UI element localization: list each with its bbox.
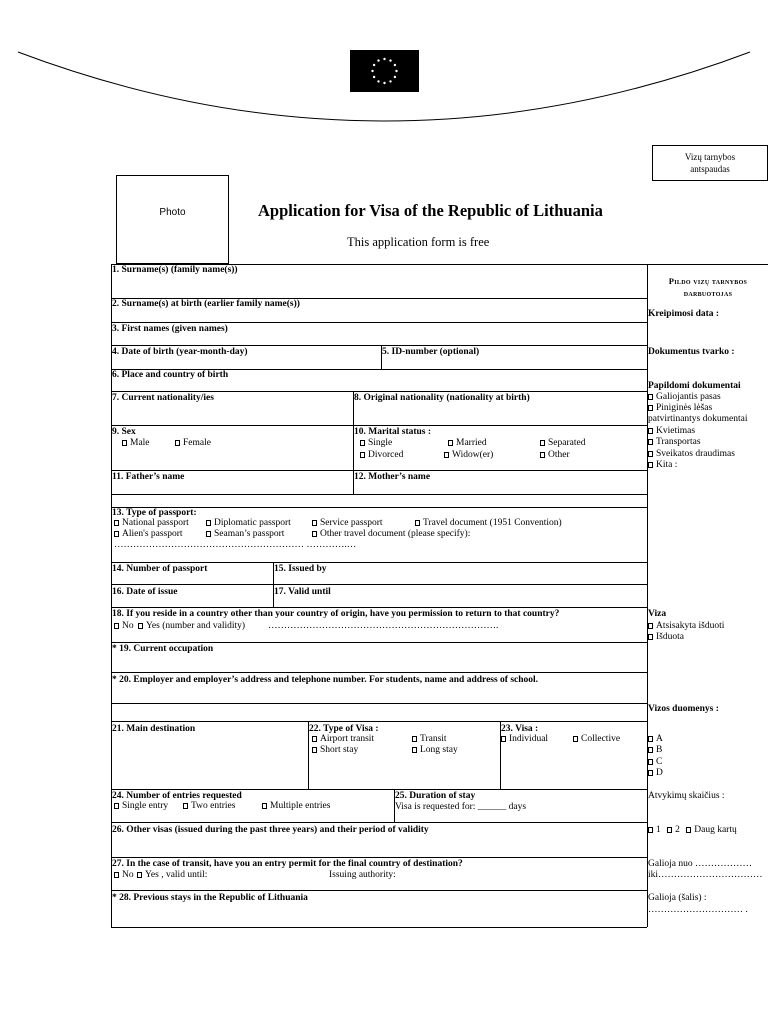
field-visa-label: 23. Visa : [501,724,539,734]
checkbox-icon[interactable] [312,747,317,753]
checkbox-icon[interactable] [540,440,545,446]
field-birthplace-label: 6. Place and country of birth [112,370,229,380]
field-original-nationality-label: 8. Original nationality (nationality at birth) [354,393,530,403]
entries-two-option[interactable]: Two entries [183,801,235,812]
passport-national-option[interactable]: National passport [114,518,189,529]
sidebar-doc-invitation[interactable]: Kvietimas [648,426,695,437]
visa-short-stay-option[interactable]: Short stay [312,745,358,756]
sidebar-dokumentus-tvarko: Dokumentus tvarko : [648,347,735,357]
checkbox-icon[interactable] [137,872,142,878]
checkbox-icon[interactable] [114,520,119,526]
sidebar-doc-funds[interactable]: Piniginės lėšas [648,403,712,414]
form-title: Application for Visa of the Republic of Lithuania [258,201,603,220]
field-transit-permit-label: 27. In the case of transit, have you an entry permit for the final country of destination? [112,859,463,869]
checkbox-icon[interactable] [648,827,653,833]
checkbox-icon[interactable] [360,452,365,458]
marital-other-option[interactable]: Other [540,450,570,461]
field-surname-birth-label: 2. Surname(s) at birth (earlier family name(s)) [112,299,300,309]
eu-stars-icon [350,50,419,92]
checkbox-icon[interactable] [415,520,420,526]
visa-long-stay-option[interactable]: Long stay [412,745,458,756]
checkbox-icon[interactable] [648,439,653,445]
checkbox-icon[interactable] [183,803,188,809]
checkbox-icon[interactable] [412,736,417,742]
sidebar-cat-b[interactable]: B [648,745,662,756]
checkbox-icon[interactable] [262,803,267,809]
stamp-box [652,145,768,181]
field-entries-label: 24. Number of entries requested [112,791,242,801]
entries-single-option[interactable]: Single entry [114,801,168,812]
checkbox-icon[interactable] [648,405,653,411]
passport-other-option[interactable]: Other travel document (please specify): [312,529,470,540]
marital-widow-option[interactable]: Widow(er) [444,450,493,461]
transit-issuing-authority-label: Issuing authority: [329,870,396,880]
checkbox-icon[interactable] [648,462,653,468]
checkbox-icon[interactable] [114,623,119,629]
sidebar-atvykimu: Atvykimų skaičius : [648,791,725,801]
stamp-box-label: Vizų tarnybos antspaudas [684,152,736,174]
sidebar-doc-insurance[interactable]: Sveikatos draudimas [648,449,735,460]
checkbox-icon[interactable] [648,623,653,629]
checkbox-icon[interactable] [412,747,417,753]
checkbox-icon[interactable] [667,827,672,833]
field-passport-number-label: 14. Number of passport [112,564,208,574]
checkbox-icon[interactable] [648,759,653,765]
field-residence-permit-label: 18. If you reside in a country other than your country of origin, have you permission to return to that country? [112,609,560,619]
field-marital-label: 10. Marital status : [354,427,432,437]
sidebar-title: Pildo vizų tarnybos darbuotojas [668,276,748,298]
residence-dots[interactable]: ………………………………………………………………. [268,621,499,631]
checkbox-icon[interactable] [360,440,365,446]
photo-box[interactable] [116,175,229,264]
passport-service-option[interactable]: Service passport [312,518,383,529]
sidebar-cat-c[interactable]: C [648,757,662,768]
transit-no-option[interactable]: No [114,870,134,881]
sidebar-kreipimosi-data: Kreipimosi data : [648,309,720,319]
checkbox-icon[interactable] [175,440,180,446]
checkbox-icon[interactable] [448,440,453,446]
field-father-name-label: 11. Father’s name [112,472,185,482]
visa-transit-option[interactable]: Transit [412,734,447,745]
sidebar-iki[interactable]: iki…………………………… [648,870,763,880]
field-other-visas-label: 26. Other visas (issued during the past three years) and their period of validity [112,825,429,835]
field-surname-label: 1. Surname(s) (family name(s)) [112,265,238,275]
duration-days-field[interactable]: Visa is requested for: ______ days [395,802,527,812]
photo-label: Photo [159,207,186,218]
marital-single-option[interactable]: Single [360,438,392,449]
marital-married-option[interactable]: Married [448,438,487,449]
field-visa-type-label: 22. Type of Visa : [309,724,379,734]
sidebar-papildomi-title: Papildomi dokumentai [648,381,741,391]
sidebar-galioja-nuo[interactable]: Galioja nuo ……………… [648,859,752,869]
residence-yes-option[interactable]: Yes (number and validity) [138,621,245,632]
checkbox-icon[interactable] [686,827,691,833]
field-issued-by-label: 15. Issued by [274,564,327,574]
checkbox-icon[interactable] [114,872,119,878]
sidebar-cat-d[interactable]: D [648,768,663,779]
sex-male-option[interactable]: Male [122,438,150,449]
transit-yes-option[interactable]: Yes , valid until: [137,870,207,881]
visa-individual-option[interactable]: Individual [501,734,548,745]
checkbox-icon[interactable] [114,531,119,537]
passport-travel-doc-option[interactable]: Travel document (1951 Convention) [415,518,562,529]
checkbox-icon[interactable] [540,452,545,458]
form-subtitle: This application form is free [347,235,490,249]
field-previous-stays-label: * 28. Previous stays in the Republic of Lithuania [112,893,308,903]
checkbox-icon[interactable] [648,428,653,434]
sidebar-cat-a[interactable]: A [648,734,663,745]
entries-multiple-option[interactable]: Multiple entries [262,801,330,812]
field-main-destination-label: 21. Main destination [112,724,196,734]
sidebar-viza-issued[interactable]: Išduota [648,632,684,643]
field-passport-type-label: 13. Type of passport: [112,508,197,518]
checkbox-icon[interactable] [648,770,653,776]
marital-separated-option[interactable]: Separated [540,438,585,449]
sidebar-viza-title: Viza [648,609,667,619]
passport-diplomatic-option[interactable]: Diplomatic passport [206,518,291,529]
field-sex-label: 9. Sex [112,427,136,437]
checkbox-icon[interactable] [312,531,317,537]
field-date-issue-label: 16. Date of issue [112,587,178,597]
checkbox-icon[interactable] [648,451,653,457]
sidebar-entries-options[interactable]: 1 2 Daug kartų [648,825,737,836]
residence-no-option[interactable]: No [114,621,134,632]
checkbox-icon[interactable] [573,736,578,742]
sidebar-galioja-salis: Galioja (šalis) : [648,893,707,903]
checkbox-icon[interactable] [648,736,653,742]
field-occupation-label: * 19. Current occupation [112,644,214,654]
checkbox-icon[interactable] [122,440,127,446]
sidebar-doc-passport[interactable]: Galiojantis pasas [648,392,721,403]
field-valid-until-label: 17. Valid until [274,587,331,597]
field-current-nationality-label: 7. Current nationality/ies [112,393,214,403]
marital-divorced-option[interactable]: Divorced [360,450,403,461]
passport-alien-option[interactable]: Alien's passport [114,529,183,540]
field-duration-label: 25. Duration of stay [395,791,476,801]
checkbox-icon[interactable] [114,803,119,809]
sidebar-vizos-duomenys: Vizos duomenys : [648,704,719,714]
sidebar-doc-transport[interactable]: Transportas [648,437,701,448]
sidebar-salis-dots[interactable]: ………………………… . [648,905,748,915]
checkbox-icon[interactable] [501,736,506,742]
visa-collective-option[interactable]: Collective [573,734,620,745]
field-id-number-label: 5. ID-number (optional) [382,347,480,357]
checkbox-icon[interactable] [206,531,211,537]
checkbox-icon[interactable] [444,452,449,458]
checkbox-icon[interactable] [648,747,653,753]
checkbox-icon[interactable] [138,623,143,629]
checkbox-icon[interactable] [312,736,317,742]
field-first-names-label: 3. First names (given names) [112,324,228,334]
passport-other-dots[interactable]: …………………………………………………… ………….… [114,540,357,550]
field-dob-label: 4. Date of birth (year-month-day) [112,347,248,357]
field-mother-name-label: 12. Mother’s name [354,472,431,482]
passport-seaman-option[interactable]: Seaman’s passport [206,529,284,540]
eu-flag-logo [350,50,419,92]
checkbox-icon[interactable] [312,520,317,526]
field-employer-label: * 20. Employer and employer’s address and telephone number. For students, name and address of school. [112,675,539,685]
visa-airport-transit-option[interactable]: Airport transit [312,734,374,745]
sidebar-viza-refused[interactable]: Atsisakyta išduoti [648,621,724,632]
sex-female-option[interactable]: Female [175,438,211,449]
checkbox-icon[interactable] [648,394,653,400]
checkbox-icon[interactable] [648,634,653,640]
sidebar-doc-funds-cont: patvirtinantys dokumentai [648,414,748,424]
sidebar-doc-other[interactable]: Kita : [648,460,677,471]
checkbox-icon[interactable] [206,520,211,526]
